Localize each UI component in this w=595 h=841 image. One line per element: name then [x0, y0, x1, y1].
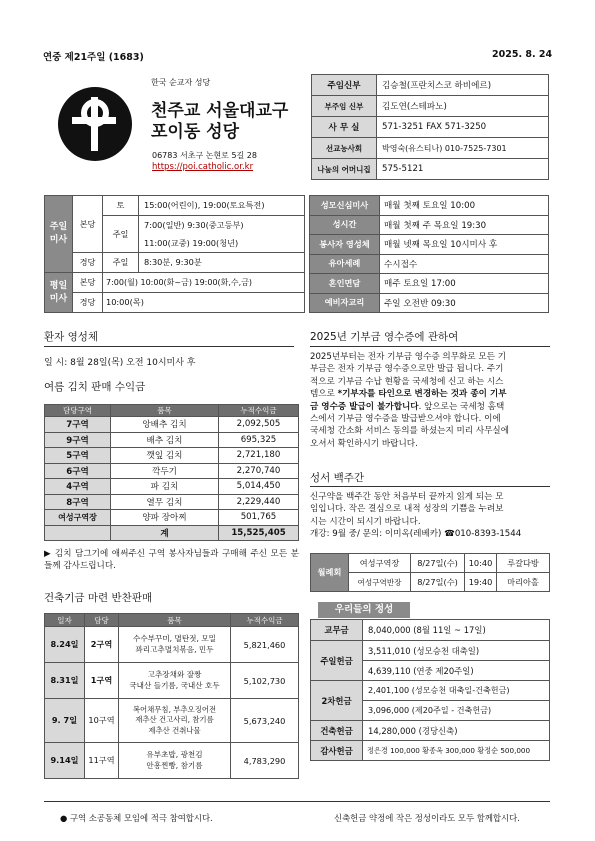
table-row — [45, 463, 299, 479]
table-cell: 루갈다방 — [497, 554, 550, 573]
weekday-main-label: 본당 — [73, 273, 103, 293]
diocese-name: 천주교 서울대교구 — [151, 101, 289, 121]
table-row — [311, 681, 550, 701]
parish-subtitle: 한국 순교자 성당 — [151, 78, 211, 87]
table-cell: 9.14일 — [45, 743, 85, 779]
event-label: 성시간 — [310, 215, 380, 235]
offering-label: 건축헌금 — [311, 721, 363, 741]
offering-value: 4,639,110 (연중 제20주일) — [363, 661, 550, 681]
table-row — [45, 417, 299, 433]
parish-logo-icon — [58, 87, 132, 161]
offering-label: 주일헌금 — [311, 641, 363, 681]
table-cell: 501,765 — [219, 510, 299, 526]
bible-title: 성서 백주간 — [310, 472, 365, 484]
main-church-label: 본당 — [73, 196, 103, 253]
offering-value: 14,280,000 (경당신축) — [363, 721, 550, 741]
saturday-label: 토 — [103, 196, 139, 216]
table-cell: 8/27일(수) — [411, 573, 465, 592]
staff-table — [311, 74, 549, 180]
total-row — [45, 525, 299, 541]
saturday-times: 15:00(어린이), 19:00(토요특전) — [139, 196, 305, 216]
staff-value: 김승철(프란치스코 하비에르) — [377, 75, 549, 96]
mass-schedule-table — [44, 195, 305, 313]
event-label: 봉사자 영성체 — [310, 235, 380, 255]
table-row — [45, 448, 299, 464]
table-cell: 10구역 — [85, 699, 119, 743]
receipt-title: 2025년 기부금 영수증에 관하여 — [310, 331, 459, 343]
offering-value: 2,401,100 (성모승천 대축일-건축헌금) — [363, 681, 550, 701]
table-row — [45, 699, 299, 743]
kimchi-title: 여름 김치 판매 수익금 — [44, 381, 146, 393]
table-cell: 11구역 — [85, 743, 119, 779]
table-cell: 695,325 — [219, 432, 299, 448]
events-table — [309, 195, 549, 313]
table-cell: 깍두기 — [111, 463, 219, 479]
offering-value: 3,096,000 (제20주일 - 건축헌금) — [363, 701, 550, 721]
table-row — [45, 663, 299, 699]
weekday-chapel-label: 경당 — [73, 293, 103, 313]
staff-value: 571-3251 FAX 571-3250 — [377, 117, 549, 138]
weekday-mass-label: 평일 미사 — [45, 273, 73, 313]
total-value: 15,525,405 — [219, 525, 299, 541]
offering-table — [310, 619, 550, 761]
staff-value: 575-5121 — [377, 159, 549, 180]
divider — [310, 346, 550, 347]
column-header: 담당 — [85, 614, 119, 627]
event-label: 유아세례 — [310, 254, 380, 274]
table-cell: 복어채무침, 부추오징어전 재추산 건고사리, 참기름 제추산 건취나물 — [119, 699, 231, 743]
table-cell: 4,783,290 — [231, 743, 299, 779]
bulletin-issue: 연중 제21주일 (1683) — [43, 52, 144, 63]
table-row — [311, 554, 550, 573]
total-label: 계 — [111, 525, 219, 541]
column-header: 품목 — [119, 614, 231, 627]
table-cell: 배추 김치 — [111, 432, 219, 448]
table-cell: 19:40 — [465, 573, 497, 592]
table-row — [311, 741, 550, 761]
parish-url-link[interactable]: https://poi.catholic.or.kr — [152, 162, 254, 172]
table-cell: 5,102,730 — [231, 663, 299, 699]
sick-communion-text: 일 시: 8월 28일(목) 오전 10시미사 후 — [44, 358, 196, 368]
table-cell: 2,270,740 — [219, 463, 299, 479]
chapel-label: 경당 — [73, 253, 103, 273]
footer-left: ● 구역 소공동체 모임에 적극 참여합시다. — [60, 813, 213, 823]
table-row — [45, 743, 299, 779]
sunday-times-2: 11:00(교중) 19:00(청년) — [139, 236, 305, 253]
table-cell: 5,821,460 — [231, 627, 299, 663]
weekday-chapel-times: 10:00(목) — [103, 293, 305, 313]
event-label: 예비자교리 — [310, 293, 380, 313]
event-value: 매월 첫째 토요일 10:00 — [380, 196, 549, 216]
table-cell: 6구역 — [45, 463, 111, 479]
staff-label: 부주임 신부 — [312, 96, 377, 117]
event-value: 주일 오전반 09:30 — [380, 293, 549, 313]
event-value: 수시접수 — [380, 254, 549, 274]
staff-value: 김도연(스테파노) — [377, 96, 549, 117]
table-cell: 10:40 — [465, 554, 497, 573]
kimchi-table — [44, 404, 299, 541]
table-cell: 5구역 — [45, 448, 111, 464]
table-row — [45, 494, 299, 510]
kimchi-note: ▶ 김치 담그기에 애써주신 구역 봉사자님들과 구매해 주신 모든 분들께 감사드립니다. — [44, 549, 299, 572]
event-value: 매주 토요일 17:00 — [380, 274, 549, 294]
table-cell: 열무 김치 — [111, 494, 219, 510]
table-cell: 8.24일 — [45, 627, 85, 663]
table-cell: 여성구역장 — [349, 554, 411, 573]
divider — [310, 486, 550, 487]
table-cell: 9구역 — [45, 432, 111, 448]
table-cell: 앙배추 김치 — [111, 417, 219, 433]
table-cell: 5,673,240 — [231, 699, 299, 743]
offering-label: 교무금 — [311, 620, 363, 641]
table-cell: 파 김치 — [111, 479, 219, 495]
offering-label: 감사헌금 — [311, 741, 363, 761]
offering-value: 8,040,000 (8월 11일 ~ 17일) — [363, 620, 550, 641]
event-value: 매월 첫째 주 목요일 19:30 — [380, 215, 549, 235]
event-label: 혼인면담 — [310, 274, 380, 294]
offering-value: 3,511,010 (성모승천 대축일) — [363, 641, 550, 661]
table-cell: 1구역 — [85, 663, 119, 699]
table-cell: 깻잎 김치 — [111, 448, 219, 464]
divider — [44, 346, 294, 347]
fund-table — [44, 613, 299, 779]
column-header: 품목 — [111, 405, 219, 417]
table-cell: 양파 장아찌 — [111, 510, 219, 526]
footer-divider — [44, 801, 550, 802]
table-row — [311, 620, 550, 641]
table-cell: 4구역 — [45, 479, 111, 495]
event-value: 매월 넷째 목요일 10시미사 후 — [380, 235, 549, 255]
meeting-label: 월례회 — [311, 554, 349, 592]
table-cell: 고추장채와 잘짱 국내산 들기름, 국내산 호두 — [119, 663, 231, 699]
column-header: 누적수익금 — [219, 405, 299, 417]
bible-text: 신구약을 백주간 동안 처음부터 끝까지 읽게 되는 모 임입니다. 작은 결심으로 내적 성장의 기쁨을 누려보 시는 시간이 되시기 바랍니다. 개강: 9월 중/ 문의: 이미옥(레베카) ☎010-8393-1544 — [310, 492, 522, 540]
table-cell: 8.31일 — [45, 663, 85, 699]
table-cell: 5,014,450 — [219, 479, 299, 495]
table-cell: 7구역 — [45, 417, 111, 433]
meeting-table — [310, 553, 550, 592]
table-row — [45, 432, 299, 448]
table-cell: 2,092,505 — [219, 417, 299, 433]
staff-label: 주임신부 — [312, 75, 377, 96]
sick-communion-title: 환자 영성체 — [44, 331, 99, 343]
table-cell: 2구역 — [85, 627, 119, 663]
table-cell: 여성구역반장 — [349, 573, 411, 592]
table-row — [311, 641, 550, 661]
parish-address: 06783 서초구 논현로 5길 28 — [152, 151, 257, 160]
column-header: 누적수익금 — [231, 614, 299, 627]
sunday-label: 주일 — [103, 216, 139, 253]
column-header: 일자 — [45, 614, 85, 627]
weekday-main-times: 7:00(월) 10:00(화~금) 19:00(화,수,금) — [103, 273, 305, 293]
table-cell: 9. 7일 — [45, 699, 85, 743]
table-row — [311, 721, 550, 741]
staff-label: 선교농사회 — [312, 138, 377, 159]
table-cell: 8/27일(수) — [411, 554, 465, 573]
sunday-times-1: 7:00(일반) 9:30(중고등부) — [139, 216, 305, 236]
table-cell: 유부초밥, 광천김 안흥찐빵, 참기름 — [119, 743, 231, 779]
staff-label: 사 무 실 — [312, 117, 377, 138]
receipt-text: 2025년부터는 전자 기부금 영수증 의무화로 모든 기 부금은 전자 기부금 영수증으로만 발급 됩니다. 주기 적으로 기부금 수납 현황을 국세청에 신고 하는 시스 템으로 *기부자를 타인으로 변경하는 것과 종이 기부 금 영수증 발급이 불가합니다. 앞으로는 국세청 홈택 스에서 기부금 영수증을 발급받으셔야 합니다. 이에 국세청 간소화 서비스 동의를 하셨는지 미리 사무실에 오셔서 확인하시기 바랍니다. — [310, 352, 510, 449]
table-cell: 수수부꾸미, 멸탄젓, 모밀 꽈리고추멸치볶음, 민두 — [119, 627, 231, 663]
table-row — [45, 627, 299, 663]
table-row — [45, 510, 299, 526]
footer-right: 신축헌금 약정에 작은 정성이라도 모두 함께합시다. — [334, 813, 520, 823]
table-cell: 마리아홀 — [497, 573, 550, 592]
event-label: 성모신심미사 — [310, 196, 380, 216]
staff-value: 박영숙(유스티나) 010-7525-7301 — [377, 138, 549, 159]
chapel-sunday-times: 8:30분, 9:30분 — [139, 253, 305, 273]
table-cell: 2,229,440 — [219, 494, 299, 510]
fund-title: 건축기금 마련 반찬판매 — [44, 592, 153, 604]
column-header: 담당구역 — [45, 405, 111, 417]
sunday-mass-label: 주일 미사 — [45, 196, 73, 273]
chapel-sunday-label: 주일 — [103, 253, 139, 273]
offering-title: 우리들의 정성 — [318, 602, 410, 618]
table-row — [45, 479, 299, 495]
staff-label: 나눔의 어머니집 — [312, 159, 377, 180]
offering-label: 2차헌금 — [311, 681, 363, 721]
bulletin-date: 2025. 8. 24 — [492, 49, 553, 60]
offering-value: 정은경 100,000 황종옥 300,000 황정순 500,000 — [363, 741, 550, 761]
table-cell: 2,721,180 — [219, 448, 299, 464]
table-cell: 8구역 — [45, 494, 111, 510]
parish-name: 포이동 성당 — [151, 122, 240, 142]
table-cell: 여성구역장 — [45, 510, 111, 526]
